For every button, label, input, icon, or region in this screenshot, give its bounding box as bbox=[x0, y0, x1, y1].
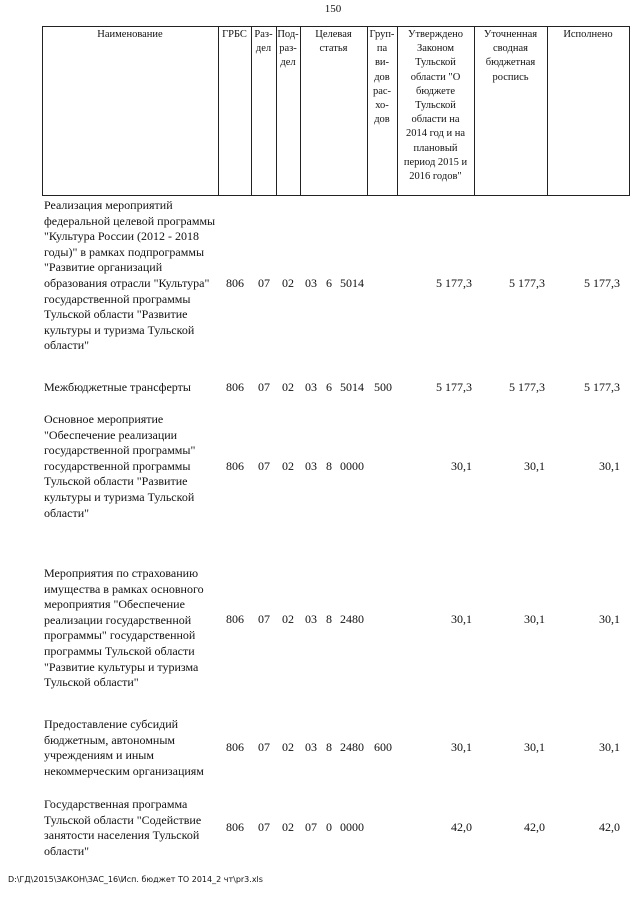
row-cs-code: 2480 bbox=[340, 612, 364, 626]
col-border bbox=[218, 26, 219, 196]
row-utochnennaya: 30,1 bbox=[524, 740, 545, 754]
header-ispolneno: Исполнено bbox=[563, 29, 613, 40]
row-ispolneno: 5 177,3 bbox=[584, 380, 620, 394]
col-border bbox=[547, 26, 548, 196]
row-utochnennaya: 5 177,3 bbox=[509, 380, 545, 394]
row-ispolneno: 30,1 bbox=[599, 459, 620, 473]
row-cs-subprogram: 6 bbox=[326, 276, 332, 290]
header-top-border bbox=[42, 26, 629, 27]
row-grbs: 806 bbox=[226, 380, 244, 394]
row-ispolneno: 42,0 bbox=[599, 820, 620, 834]
header-grbs: ГРБС bbox=[222, 29, 247, 40]
row-cs-subprogram: 8 bbox=[326, 612, 332, 626]
row-cs-subprogram: 6 bbox=[326, 380, 332, 394]
row-grbs: 806 bbox=[226, 276, 244, 290]
row-podrazdel: 02 bbox=[282, 380, 294, 394]
row-cs-program: 03 bbox=[305, 276, 317, 290]
header-razdel: Раз- дел bbox=[254, 29, 273, 55]
row-name: Мероприятия по страхованию имущества в рамках основного мероприятия "Обеспечение реализации государственной программы" государственной программы Тульской области "Развитие культуры и туризма Тульской области" bbox=[44, 566, 204, 690]
row-ispolneno: 5 177,3 bbox=[584, 276, 620, 290]
row-utochnennaya: 30,1 bbox=[524, 612, 545, 626]
row-podrazdel: 02 bbox=[282, 820, 294, 834]
row-cs-code: 2480 bbox=[340, 740, 364, 754]
row-razdel: 07 bbox=[258, 276, 270, 290]
row-name: Основное мероприятие "Обеспечение реализации государственной программы" государственной программы Тульской области "Развитие культуры и туризма Тульской области" bbox=[44, 412, 196, 520]
row-cs-program: 03 bbox=[305, 459, 317, 473]
row-podrazdel: 02 bbox=[282, 612, 294, 626]
file-path-footer: D:\ГД\2015\ЗАКОН\ЗАС_16\Исп. бюджет ТО 2014_2 чт\pr3.xls bbox=[8, 875, 263, 884]
header-podrazdel: Под- раз- дел bbox=[277, 29, 299, 69]
row-podrazdel: 02 bbox=[282, 276, 294, 290]
row-name: Реализация мероприятий федеральной целевой программы "Культура России (2012 - 2018 годы)" в рамках подпрограммы "Развитие организаций образования отрасли "Культура" государственной программы Тульской области "Развитие культуры и туризма Тульской области" bbox=[44, 198, 216, 353]
row-razdel: 07 bbox=[258, 820, 270, 834]
row-cs-code: 0000 bbox=[340, 459, 364, 473]
row-utverzhdeno: 30,1 bbox=[451, 459, 472, 473]
row-grbs: 806 bbox=[226, 820, 244, 834]
row-cs-subprogram: 8 bbox=[326, 740, 332, 754]
row-grbs: 806 bbox=[226, 459, 244, 473]
row-cs-code: 5014 bbox=[340, 276, 364, 290]
row-cs-code: 5014 bbox=[340, 380, 364, 394]
row-name: Государственная программа Тульской области "Содействие занятости населения Тульской области" bbox=[44, 797, 202, 858]
page-number: 150 bbox=[324, 3, 342, 15]
row-utverzhdeno: 42,0 bbox=[451, 820, 472, 834]
row-podrazdel: 02 bbox=[282, 740, 294, 754]
row-utverzhdeno: 30,1 bbox=[451, 612, 472, 626]
row-razdel: 07 bbox=[258, 612, 270, 626]
row-razdel: 07 bbox=[258, 459, 270, 473]
col-border bbox=[629, 26, 630, 196]
row-utverzhdeno: 30,1 bbox=[451, 740, 472, 754]
row-ispolneno: 30,1 bbox=[599, 612, 620, 626]
row-razdel: 07 bbox=[258, 380, 270, 394]
row-podrazdel: 02 bbox=[282, 459, 294, 473]
row-utochnennaya: 42,0 bbox=[524, 820, 545, 834]
row-vid: 600 bbox=[374, 740, 392, 754]
header-utverzhdeno: Утверждено Законом Тульской области "О бюджете Тульской области на 2014 год и на плановый период 2015 и 2016 годов" bbox=[403, 29, 468, 183]
row-cs-program: 03 bbox=[305, 740, 317, 754]
row-grbs: 806 bbox=[226, 612, 244, 626]
row-cs-program: 03 bbox=[305, 612, 317, 626]
row-cs-program: 03 bbox=[305, 380, 317, 394]
header-bottom-border bbox=[42, 195, 629, 196]
row-cs-subprogram: 8 bbox=[326, 459, 332, 473]
row-ispolneno: 30,1 bbox=[599, 740, 620, 754]
row-utverzhdeno: 5 177,3 bbox=[436, 276, 472, 290]
row-cs-program: 07 bbox=[305, 820, 317, 834]
col-border bbox=[42, 26, 43, 196]
row-name: Межбюджетные трансферты bbox=[44, 380, 191, 394]
row-vid: 500 bbox=[374, 380, 392, 394]
row-cs-subprogram: 0 bbox=[326, 820, 332, 834]
row-name: Предоставление субсидий бюджетным, автономным учреждениям и иным некоммерческим организациям bbox=[44, 717, 204, 778]
header-name: Наименование bbox=[97, 29, 163, 40]
row-utochnennaya: 5 177,3 bbox=[509, 276, 545, 290]
row-utverzhdeno: 5 177,3 bbox=[436, 380, 472, 394]
header-celevaya-statya: Целевая статья bbox=[315, 29, 352, 55]
row-utochnennaya: 30,1 bbox=[524, 459, 545, 473]
row-razdel: 07 bbox=[258, 740, 270, 754]
row-grbs: 806 bbox=[226, 740, 244, 754]
row-cs-code: 0000 bbox=[340, 820, 364, 834]
header-utochnennaya: Уточненная сводная бюджетная роспись bbox=[483, 29, 538, 83]
header-vid-rashodov: Груп- па ви- дов рас- хо- дов bbox=[369, 29, 395, 126]
